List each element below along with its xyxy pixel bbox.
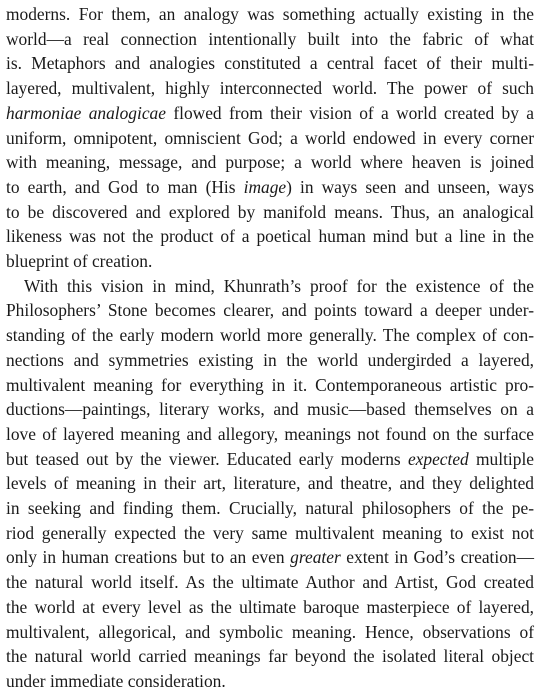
text-line: [6, 422, 534, 447]
text-line: [6, 2, 534, 27]
text-line: [6, 76, 534, 101]
text-line: [6, 471, 534, 496]
text-line: [6, 521, 534, 546]
text-run: uniform, omnipotent, omniscient God; a world endowed in every corner: [6, 127, 534, 148]
text-run: layered, multivalent, highly interconnected world. The power of such: [6, 78, 534, 99]
text-run: blueprint of creation.: [6, 251, 153, 272]
text-run: is. Metaphors and analogies constituted a central facet of their multi-: [6, 53, 534, 74]
text-run: flowed from their vision of a world created by a: [165, 102, 534, 123]
text-run: ) in ways seen and unseen, ways: [286, 176, 534, 197]
text-line: [6, 51, 534, 76]
text-run: in seeking and finding them. Crucially, natural philosophers of the pe-: [6, 498, 534, 519]
text-run: nections and symmetries existing in the world undergirded a layered,: [6, 349, 534, 370]
text-run: Philosophers’ Stone becomes clearer, and points toward a deeper under-: [6, 300, 534, 321]
text-line: [6, 373, 534, 398]
text-line: [6, 27, 534, 52]
text-run: riod generally expected the very same multivalent meaning to exist not: [6, 522, 534, 543]
text-run: to earth, and God to man (His: [6, 176, 244, 197]
italic-text: expected: [407, 448, 469, 469]
text-line: [6, 570, 534, 595]
text-line: [6, 200, 534, 225]
text-line: [6, 126, 534, 151]
text-line: [6, 274, 534, 299]
text-line: [6, 224, 534, 249]
paragraph: [6, 274, 534, 694]
text-line: [6, 150, 534, 175]
text-run: likeness was not the product of a poetical human mind but a line in the: [6, 226, 534, 247]
italic-text: greater: [290, 547, 341, 568]
paragraph: [6, 2, 534, 274]
text-line: [6, 545, 534, 570]
text-line: [6, 644, 534, 669]
text-run: the natural world carried meanings far beyond the isolated literal object: [6, 646, 534, 667]
text-run: multivalent meaning for everything in it. Contemporaneous artistic pro-: [6, 374, 534, 395]
body-text: [6, 2, 534, 694]
text-line: [6, 298, 534, 323]
text-line: [6, 447, 534, 472]
text-run: multivalent, allegorical, and symbolic meaning. Hence, observations of: [6, 621, 534, 642]
italic-text: image: [243, 176, 287, 197]
text-line: [6, 348, 534, 373]
text-run: the world at every level as the ultimate baroque masterpiece of layered,: [6, 596, 534, 617]
text-run: with meaning, message, and purpose; a world where heaven is joined: [6, 152, 534, 173]
text-run: under immediate consideration.: [6, 670, 226, 691]
text-line: [6, 323, 534, 348]
italic-text: harmoniae analogicae: [6, 102, 166, 123]
text-run: levels of meaning in their art, literature, and theatre, and they delighted: [6, 473, 534, 494]
text-run: only in human creations but to an even: [6, 547, 291, 568]
text-line: [6, 249, 534, 274]
text-line: [6, 175, 534, 200]
text-run: standing of the early modern world more generally. The complex of con-: [6, 325, 534, 346]
text-run: world—a real connection intentionally built into the fabric of what: [6, 28, 534, 49]
text-run: extent in God’s creation—: [340, 547, 534, 568]
text-line: [6, 620, 534, 645]
text-run: to be discovered and explored by manifold means. Thus, an analogical: [6, 201, 534, 222]
text-run: love of layered meaning and allegory, meanings not found on the surface: [6, 423, 534, 444]
text-run: moderns. For them, an analogy was something actually existing in the: [6, 4, 534, 24]
text-line: [6, 101, 534, 126]
text-run: but teased out by the viewer. Educated early moderns: [6, 448, 408, 469]
text-line: [6, 496, 534, 521]
text-line: [6, 595, 534, 620]
text-run: the natural world itself. As the ultimate Author and Artist, God created: [6, 572, 534, 593]
text-run: With this vision in mind, Khunrath’s proof for the existence of the: [24, 275, 534, 296]
text-line: [6, 669, 534, 694]
text-line: [6, 397, 534, 422]
text-run: ductions—paintings, literary works, and music—based themselves on a: [6, 399, 534, 420]
text-run: multiple: [468, 448, 534, 469]
